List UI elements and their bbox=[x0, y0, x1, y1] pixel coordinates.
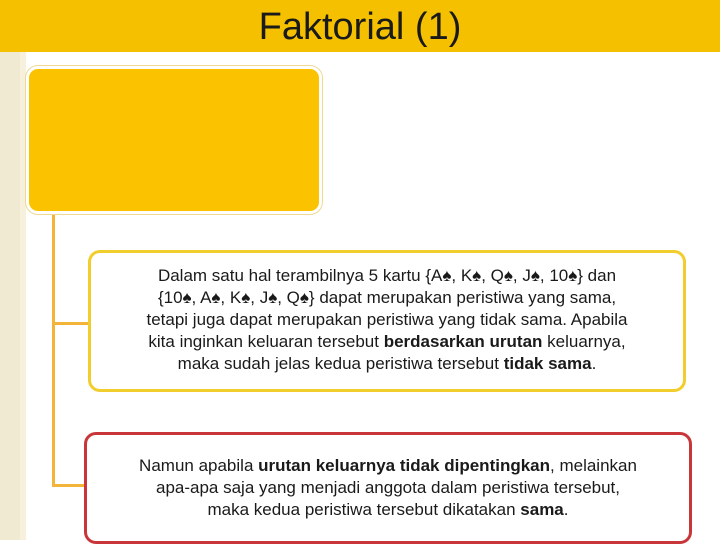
paragraph-1-line-2: {10♠, A♠, K♠, J♠, Q♠} dapat merupakan peristiwa yang sama, bbox=[157, 288, 617, 307]
slide-title: Faktorial (1) bbox=[258, 6, 462, 48]
emphasis-berdasarkan-urutan: berdasarkan urutan bbox=[383, 332, 543, 351]
emphasis-tidak-sama: tidak sama bbox=[503, 354, 592, 373]
paragraph-1-line-5: maka sudah jelas kedua peristiwa tersebut tidak sama. bbox=[177, 354, 597, 373]
left-decor-strip bbox=[0, 52, 20, 540]
header-block bbox=[26, 66, 322, 214]
paragraph-1 bbox=[91, 265, 683, 375]
text-box-2 bbox=[84, 432, 692, 544]
paragraph-2 bbox=[87, 455, 689, 521]
emphasis-urutan-tidak-dipentingkan: urutan keluarnya tidak dipentingkan bbox=[258, 456, 551, 475]
connector-vertical bbox=[52, 178, 55, 486]
paragraph-1-line-4: kita inginkan keluaran tersebut berdasarkan urutan keluarnya, bbox=[148, 332, 626, 351]
paragraph-2-line-2: apa-apa saja yang menjadi anggota dalam peristiwa tersebut, bbox=[155, 478, 620, 497]
emphasis-sama: sama bbox=[520, 500, 564, 519]
paragraph-2-line-1: Namun apabila urutan keluarnya tidak dipentingkan, melainkan bbox=[139, 456, 637, 475]
paragraph-2-line-3: maka kedua peristiwa tersebut dikatakan sama. bbox=[207, 500, 569, 519]
connector-box1 bbox=[52, 322, 90, 325]
paragraph-1-line-3: tetapi juga dapat merupakan peristiwa yang tidak sama. Apabila bbox=[146, 310, 628, 329]
connector-box2 bbox=[52, 484, 84, 487]
text-box-1 bbox=[88, 250, 686, 392]
paragraph-1-line-1: Dalam satu hal terambilnya 5 kartu {A♠, K♠, Q♠, J♠, 10♠} dan bbox=[157, 266, 617, 285]
